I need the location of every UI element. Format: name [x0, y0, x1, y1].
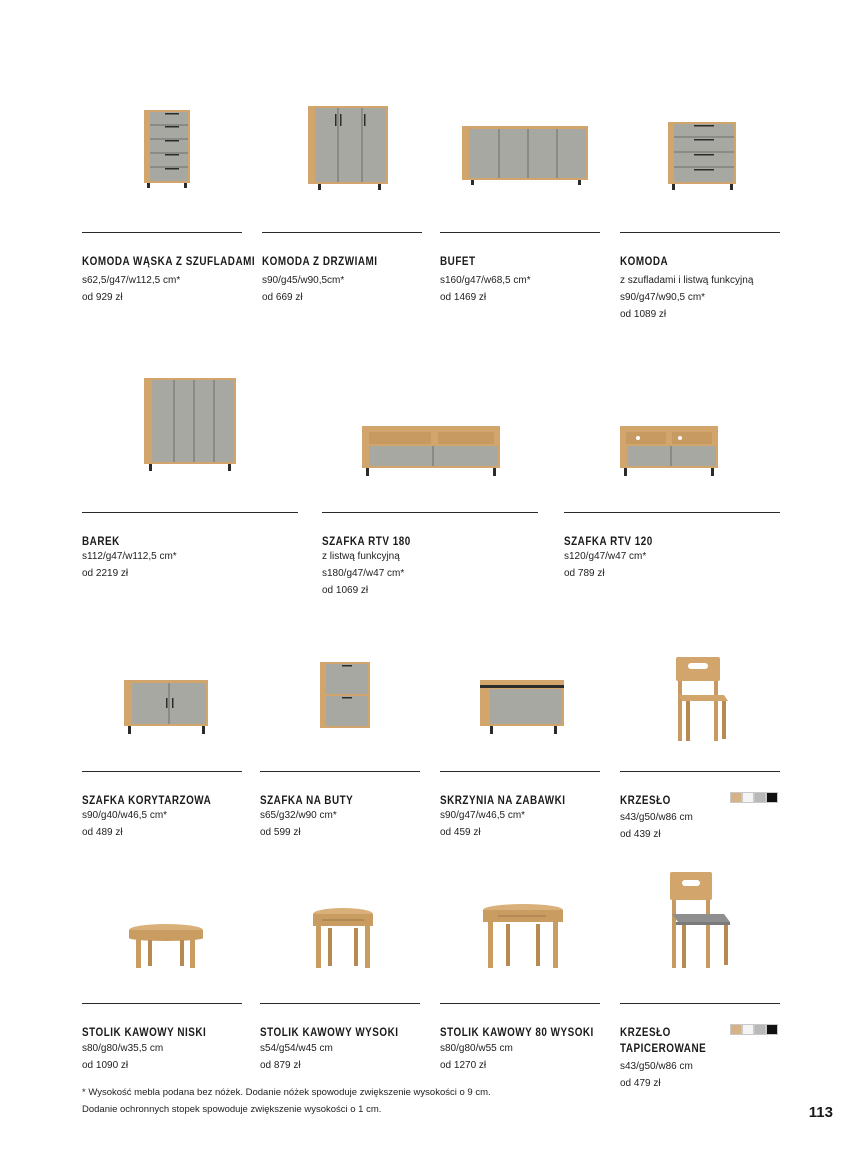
- product-price: od 1069 zł: [322, 585, 369, 596]
- product-price: od 1089 zł: [620, 309, 667, 320]
- product-name: STOLIK KAWOWY NISKI: [82, 1027, 207, 1039]
- product-dimensions: s90/g45/w90,5cm*: [262, 275, 345, 286]
- product-price: od 489 zł: [82, 827, 123, 838]
- product-price: od 1090 zł: [82, 1060, 129, 1071]
- product-price: od 1469 zł: [440, 292, 487, 303]
- footnote-line-2: Dodanie ochronnych stopek spowoduje zwiększenie wysokości o 1 cm.: [82, 1104, 382, 1115]
- product-price: od 2219 zł: [82, 568, 129, 579]
- page-number: 113: [808, 1104, 833, 1121]
- product-price: od 879 zł: [260, 1060, 301, 1071]
- divider: [82, 1003, 242, 1004]
- product-dimensions: s90/g47/w46,5 cm*: [440, 810, 526, 821]
- product-name: KRZESŁO: [620, 795, 671, 807]
- divider: [564, 512, 780, 513]
- product-dimensions: s80/g80/w35,5 cm: [82, 1043, 164, 1054]
- chair-image: [672, 655, 730, 745]
- divider: [262, 232, 422, 233]
- product-price: od 929 zł: [82, 292, 123, 303]
- product-dimensions: s112/g47/w112,5 cm*: [82, 551, 177, 562]
- divider: [440, 771, 600, 772]
- product-dimensions: s90/g40/w46,5 cm*: [82, 810, 168, 821]
- coffee-table-80-high-image: [480, 902, 566, 972]
- product-name: KRZESŁO: [620, 1027, 671, 1039]
- product-dimensions: s120/g47/w47 cm*: [564, 551, 647, 562]
- product-name: SKRZYNIA NA ZABAWKI: [440, 795, 566, 807]
- swatch-white[interactable]: [742, 1024, 754, 1035]
- buffet-image: [460, 124, 590, 186]
- product-feature: z szufladami i listwą funkcyjną: [620, 275, 754, 286]
- product-name-line2: TAPICEROWANE: [620, 1043, 707, 1055]
- product-price: od 459 zł: [440, 827, 481, 838]
- product-name: BAREK: [82, 536, 120, 548]
- shoe-cabinet-image: [318, 660, 372, 732]
- tv-stand-120-image: [618, 424, 720, 478]
- bar-cabinet-image: [142, 376, 238, 474]
- swatch-oak[interactable]: [730, 792, 742, 803]
- divider: [322, 512, 538, 513]
- product-name: SZAFKA RTV 180: [322, 536, 411, 548]
- hallway-cabinet-image: [122, 678, 210, 736]
- product-price: od 669 zł: [262, 292, 303, 303]
- product-price: od 439 zł: [620, 829, 661, 840]
- product-dimensions: s65/g32/w90 cm*: [260, 810, 337, 821]
- footnote-line-1: * Wysokość mebla podana bez nóżek. Dodanie nóżek spowoduje zwiększenie wysokości o 9 cm.: [82, 1087, 491, 1098]
- product-dimensions: s180/g47/w47 cm*: [322, 568, 405, 579]
- coffee-table-low-image: [126, 922, 206, 972]
- product-name: KOMODA WĄSKA Z SZUFLADAMI: [82, 256, 256, 268]
- swatch-white[interactable]: [742, 792, 754, 803]
- divider: [82, 512, 298, 513]
- tv-stand-180-image: [360, 424, 502, 478]
- divider: [440, 1003, 600, 1004]
- divider: [620, 1003, 780, 1004]
- coffee-table-high-image: [310, 906, 376, 972]
- product-name: STOLIK KAWOWY 80 WYSOKI: [440, 1027, 594, 1039]
- toy-chest-image: [478, 678, 566, 736]
- product-name: STOLIK KAWOWY WYSOKI: [260, 1027, 399, 1039]
- door-dresser-image: [306, 104, 390, 192]
- product-name: KOMODA Z DRZWIAMI: [262, 256, 378, 268]
- product-dimensions: s80/g80/w55 cm: [440, 1043, 513, 1054]
- product-name: BUFET: [440, 256, 476, 268]
- product-price: od 1270 zł: [440, 1060, 487, 1071]
- product-price: od 599 zł: [260, 827, 301, 838]
- color-swatches: [730, 1024, 778, 1035]
- product-dimensions: s54/g54/w45 cm: [260, 1043, 333, 1054]
- narrow-dresser-image: [140, 108, 194, 190]
- swatch-black[interactable]: [766, 1024, 778, 1035]
- swatch-black[interactable]: [766, 792, 778, 803]
- divider: [260, 1003, 420, 1004]
- swatch-grey[interactable]: [754, 792, 766, 803]
- divider: [82, 771, 242, 772]
- product-price: od 789 zł: [564, 568, 605, 579]
- product-dimensions: s43/g50/w86 cm: [620, 812, 693, 823]
- product-name: KOMODA: [620, 256, 669, 268]
- product-dimensions: s62,5/g47/w112,5 cm*: [82, 275, 181, 286]
- product-name: SZAFKA RTV 120: [564, 536, 653, 548]
- upholstered-chair-image: [664, 870, 734, 972]
- dresser-image: [664, 120, 740, 192]
- product-price: od 479 zł: [620, 1078, 661, 1089]
- divider: [260, 771, 420, 772]
- product-feature: z listwą funkcyjną: [322, 551, 400, 562]
- divider: [620, 771, 780, 772]
- divider: [82, 232, 242, 233]
- product-dimensions: s160/g47/w68,5 cm*: [440, 275, 531, 286]
- product-name: SZAFKA NA BUTY: [260, 795, 354, 807]
- product-dimensions: s43/g50/w86 cm: [620, 1061, 693, 1072]
- color-swatches: [730, 792, 778, 803]
- product-name: SZAFKA KORYTARZOWA: [82, 795, 212, 807]
- swatch-grey[interactable]: [754, 1024, 766, 1035]
- footnote: [82, 1084, 491, 1118]
- product-dimensions: s90/g47/w90,5 cm*: [620, 292, 706, 303]
- divider: [440, 232, 600, 233]
- divider: [620, 232, 780, 233]
- swatch-oak[interactable]: [730, 1024, 742, 1035]
